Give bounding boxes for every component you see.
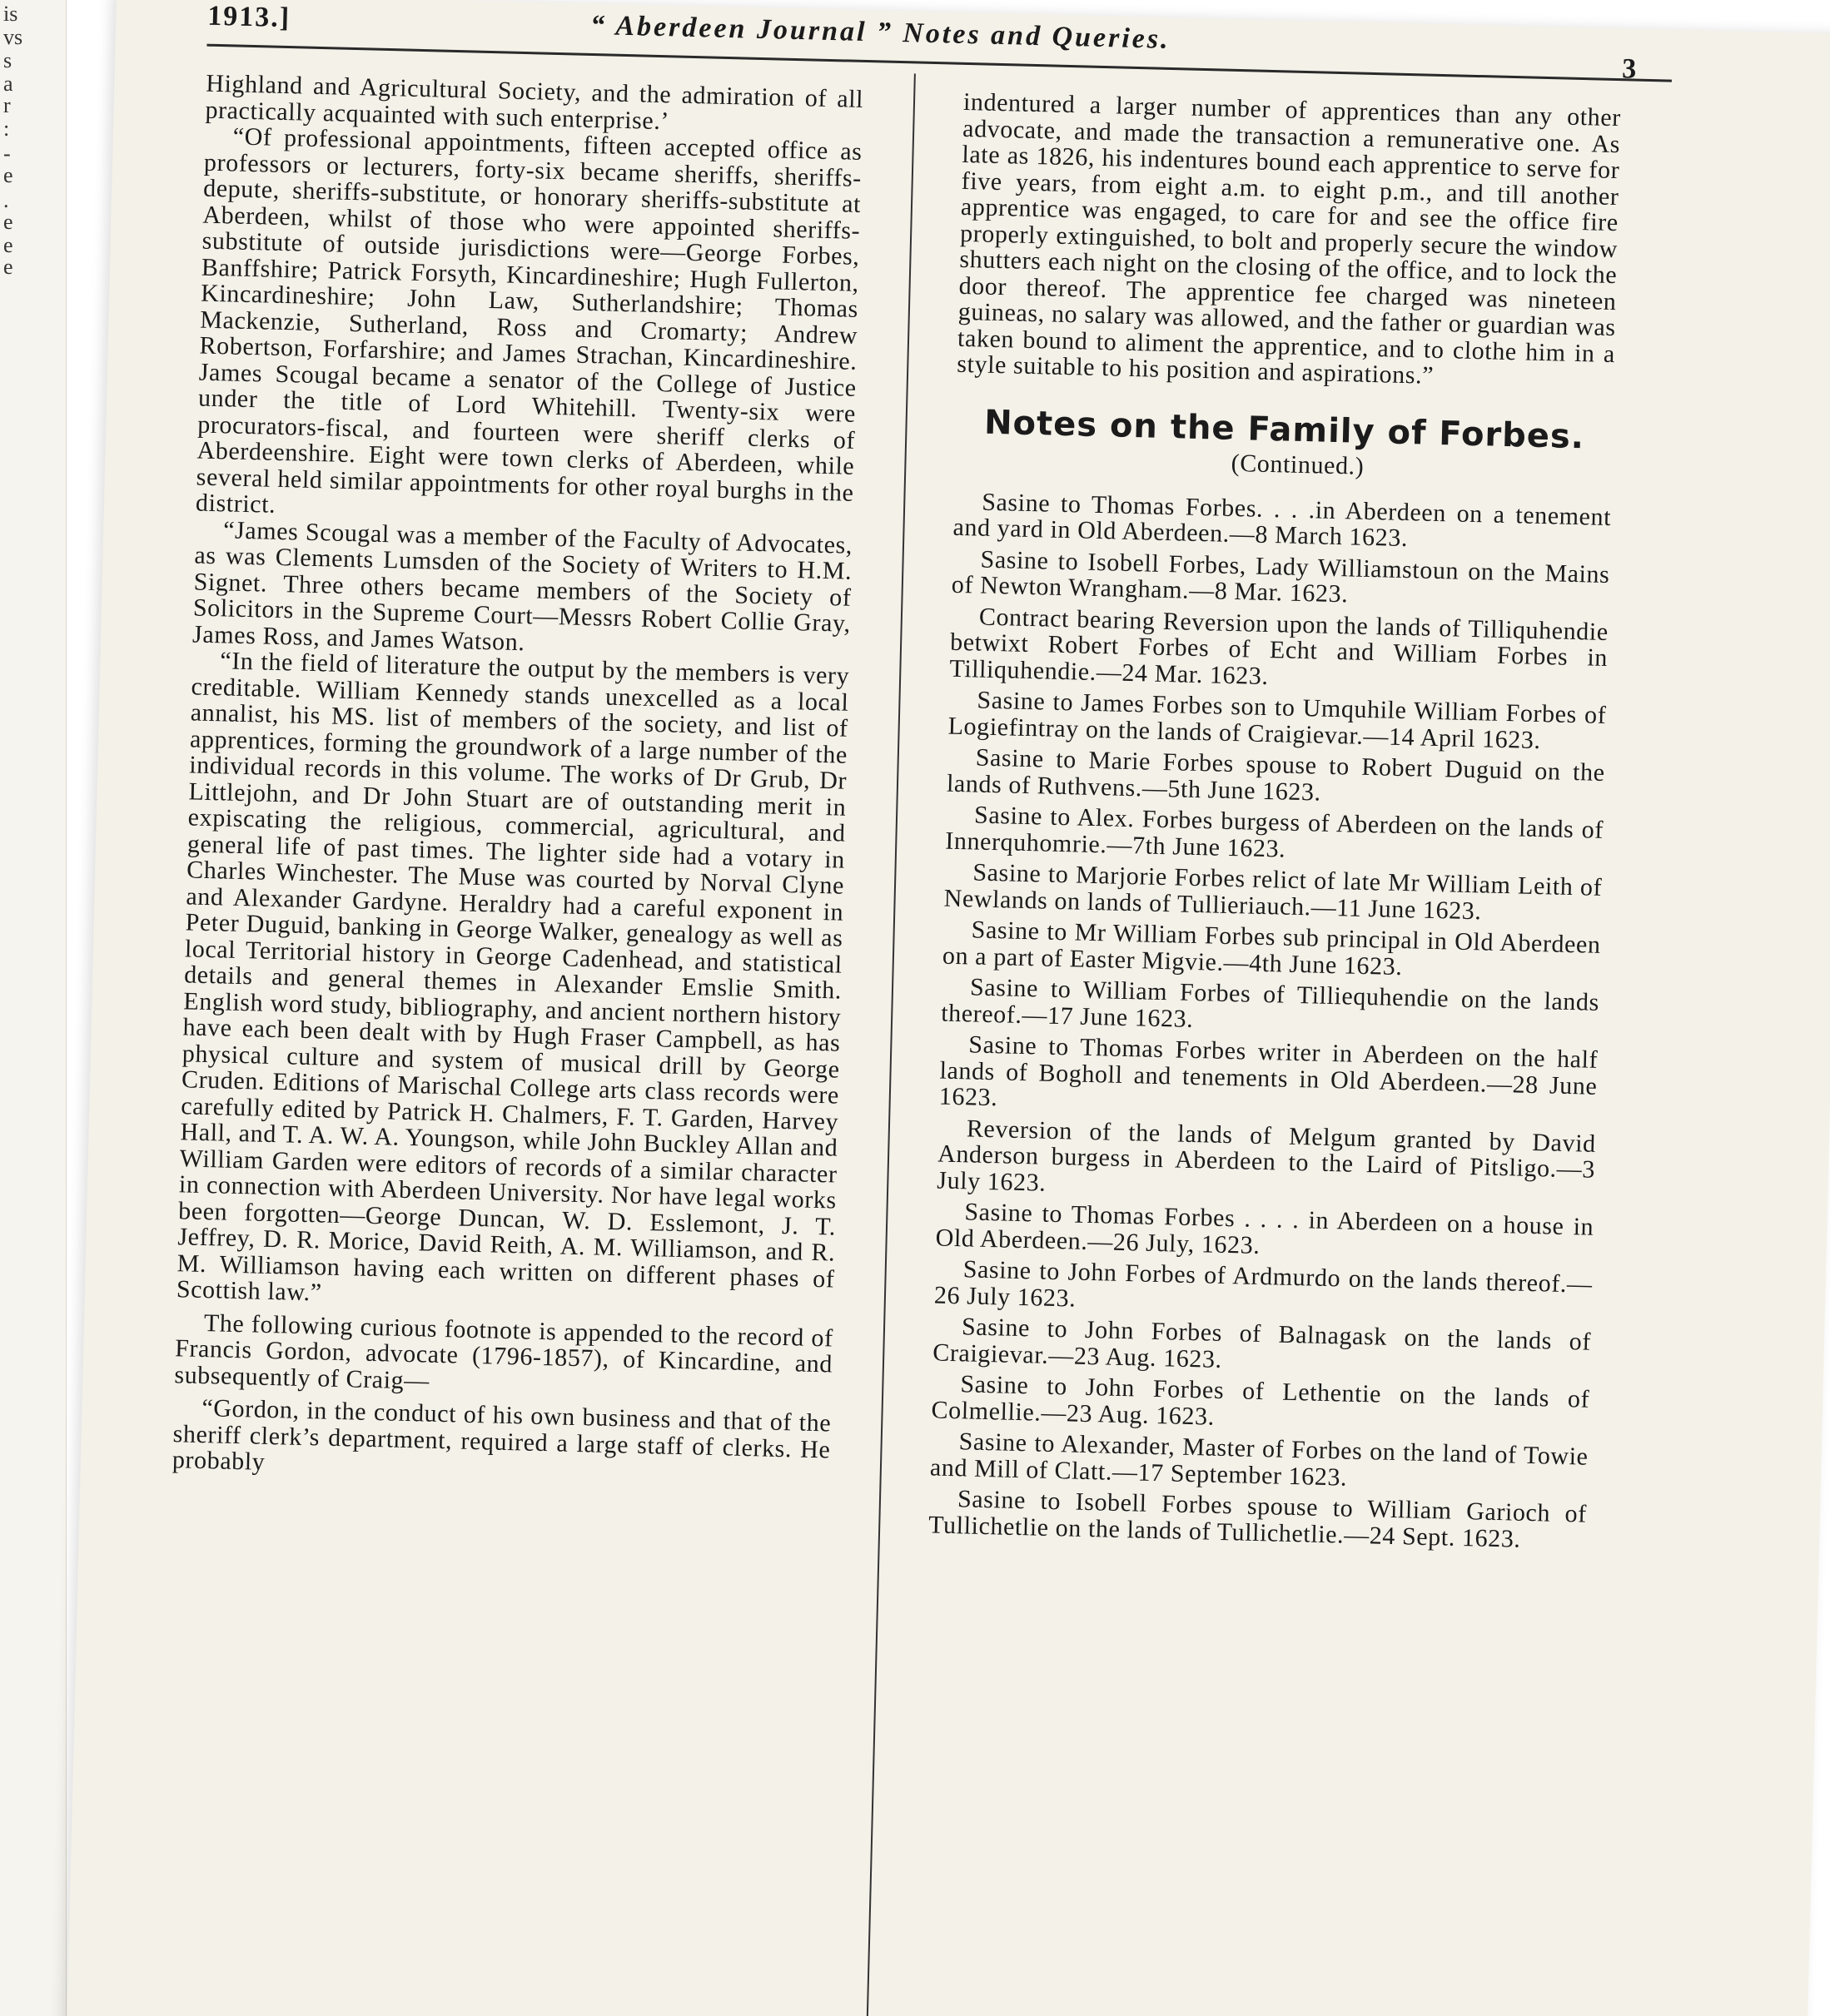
facing-page-fragment: . bbox=[3, 188, 9, 212]
page-year: 1913.] bbox=[206, 0, 291, 34]
section-heading: Notes on the Family of Forbes. bbox=[983, 403, 1585, 456]
paragraph: “James Scougal was a member of the Faculty of Advocates, as was Clements Lumsden of the Society of Writers to H.M. Signet. Three others became members of the Society of Solicitors in the Supreme Court—Messrs Robert Collie Gray, James Ross, and James Watson. bbox=[191, 515, 853, 656]
facing-page-fragment: a bbox=[3, 72, 13, 96]
sasine-entry: Sasine to Isobell Forbes spouse to William Garioch of Tullichetlie on the lands of Tullichetlie.—24 Sept. 1623. bbox=[927, 1485, 1588, 1553]
facing-page-fragment: - bbox=[3, 142, 11, 166]
paragraph: “Of professional appointments, fifteen accepted office as professors or lecturers, forty-six became sheriffs, sheriffs-depute, sheriffs-substitute, or honorary sheriffs-substitute at Aberdeen, whilst of those who were appointed sheriffs-substitute of outside jurisdictions were—George Forbes, Banffshire; Patrick Forsyth, Kincardineshire; Hugh Fullerton, Kincardineshire; John Law, Sutherlandshire; Thomas Mackenzie, Sutherland, Ross and Cromarty; Andrew Robertson, Forfarshire; and James Strachan, Kincardineshire. James Scougal became a senator of the College of Justice under the title of Lord Whitehill. Twenty-six were procurators-fiscal, and fourteen were sheriff clerks of Aberdeenshire. Eight were town clerks of Aberdeen, while several held similar appointments for other royal burghs in the district. bbox=[195, 122, 863, 519]
sasine-entry: Sasine to Mr William Forbes sub principal in Old Aberdeen on a part of Easter Migvie.—4th June 1623. bbox=[942, 916, 1601, 981]
facing-page-fragment: is bbox=[3, 2, 18, 26]
paragraph: “In the field of literature the output by the members is very creditable. William Kennedy stands unexcelled as a local annalist, his MS. list of members of the society, and list of apprentices, forming the groundwork of a large number of the individual records in this volume. The works of Dr Grub, Dr Littlejohn, and Dr John Stuart are of outstanding merit in expiscating the religious, commercial, agricultural, and general life of past times. The lighter side had a votary in Charles Winchester. The Muse was courted by Norval Clyne and Alexander Gardyne. Heraldry had a careful exponent in Peter Duguid, banking in George Walker, genealogy as well as local Territorial history in George Cadenhead, and statistical details and general themes in Alexander Emslie Smith. English word study, bibliography, and ancient northern history have each been dealt with by Hugh Fraser Campbell, as has physical culture and system of musical drill by George Cruden. Editions of Marischal College arts class records were carefully edited by Patrick H. Chalmers, F. T. Garden, Harvey Hall, and T. A. W. A. Youngson, while John Buckley Allan and William Garden were editors of records of a similar character in connection with Aberdeen University. Nor have legal works been forgotten—George Duncan, W. D. Esslemont, J. T. Jeffrey, D. R. Morice, David Reith, A. M. Williamson, and R. M. Williamson having each written on different phases of Scottish law.” bbox=[176, 647, 850, 1307]
sasine-entry: Sasine to Marjorie Forbes relict of late Mr William Leith of Newlands on lands of Tullieriauch.—11 June 1623. bbox=[943, 858, 1603, 925]
running-head bbox=[206, 1, 1673, 87]
sasine-entry: Sasine to Isobell Forbes, Lady Williamstoun on the Mains of Newton Wrangham.—8 Mar. 1623. bbox=[951, 545, 1610, 608]
sasine-entry: Contract bearing Reversion upon the lands of Tilliquhendie betwixt Robert Forbes of Echt and William Forbes in Tilliquhendie.—24 Mar. 1623. bbox=[949, 603, 1609, 690]
facing-page-fragment: vs bbox=[3, 25, 23, 49]
facing-page-fragment: e bbox=[3, 210, 13, 234]
facing-page-fragment: s bbox=[3, 48, 12, 72]
paragraph: The following curious footnote is appended to the record of Francis Gordon, advocate (1796-1857), of Kincardine, and subsequently of Craig— bbox=[174, 1308, 834, 1395]
sasine-entry: Sasine to Thomas Forbes. . . .in Aberdeen on a tenement and yard in Old Aberdeen.—8 March 1623. bbox=[952, 488, 1612, 553]
column-rule bbox=[866, 73, 916, 2016]
page-title: “ Aberdeen Journal ” Notes and Queries. bbox=[589, 9, 1171, 55]
sasine-entry: Sasine to James Forbes son to Umquhile William Forbes of Logiefintray on the lands of Craigievar.—14 April 1623. bbox=[947, 686, 1607, 754]
sasine-entry: Sasine to Alex. Forbes burgess of Aberdeen on the lands of Innerquhomrie.—7th June 1623. bbox=[944, 801, 1604, 863]
facing-page-fragment: : bbox=[3, 117, 10, 141]
sasine-entry: Sasine to Thomas Forbes writer in Aberdeen on the half lands of Bogholl and tenements in Old Aberdeen.—28 June 1623. bbox=[938, 1030, 1599, 1112]
facing-page-fragment: e bbox=[3, 255, 13, 279]
facing-page-fragment: r bbox=[3, 93, 11, 117]
facing-page-edge bbox=[0, 0, 67, 2016]
facing-page-fragment: e bbox=[3, 163, 13, 187]
paragraph-continuation: indentured a larger number of apprentices than any other advocate, and made the transaction a remunerative one. As late as 1826, his indentures bound each apprentice to serve for five years, from eight a.m. to eight p.m., and till another apprentice was engaged, to care for and see the office fire properly extinguished, to bolt and properly secure the window shutters each night on the closing of the office, and to lock the door thereof. The apprentice fee charged was nineteen guineas, no salary was allowed, and the father or guardian was taken bound to aliment the apprentice, and to clothe him in a style suitable to his position and aspirations.” bbox=[956, 87, 1622, 390]
sasine-entry: Sasine to John Forbes of Balnagask on the lands of Craigievar.—23 Aug. 1623. bbox=[932, 1313, 1592, 1373]
sasine-entry: Sasine to John Forbes of Lethentie on the lands of Colmellie.—23 Aug. 1623. bbox=[931, 1370, 1590, 1431]
journal-page bbox=[67, 0, 1830, 2016]
sasine-entry: Sasine to William Forbes of Tilliequhendie on the lands thereof.—17 June 1623. bbox=[940, 973, 1600, 1033]
sasine-entry: Sasine to Alexander, Master of Forbes on the land of Towie and Mill of Clatt.—17 September 1623. bbox=[929, 1428, 1589, 1492]
sasine-entry: Sasine to Marie Forbes spouse to Robert Duguid on the lands of Ruthvens.—5th June 1623. bbox=[946, 743, 1606, 807]
paragraph: Highland and Agricultural Society, and the admiration of all practically acquainted with such enterprise.’ bbox=[205, 69, 864, 135]
paragraph: “Gordon, in the conduct of his own business and that of the sheriff clerk’s department, required a large staff of clerks. He probably bbox=[172, 1394, 832, 1476]
sasine-entry: Sasine to Thomas Forbes . . . . in Aberdeen on a house in Old Aberdeen.—26 July, 1623. bbox=[935, 1198, 1594, 1259]
section-subheading: (Continued.) bbox=[1231, 449, 1365, 480]
sasine-entry: Sasine to John Forbes of Ardmurdo on the lands thereof.—26 July 1623. bbox=[933, 1255, 1593, 1313]
page-number: 3 bbox=[1621, 53, 1637, 85]
right-column bbox=[928, 89, 1621, 1559]
left-column bbox=[172, 71, 864, 1489]
facing-page-fragment: e bbox=[3, 233, 13, 257]
sasine-entry: Reversion of the lands of Melgum granted by David Anderson burgess in Aberdeen to the Laird of Pitsligo.—3 July 1623. bbox=[937, 1114, 1597, 1197]
